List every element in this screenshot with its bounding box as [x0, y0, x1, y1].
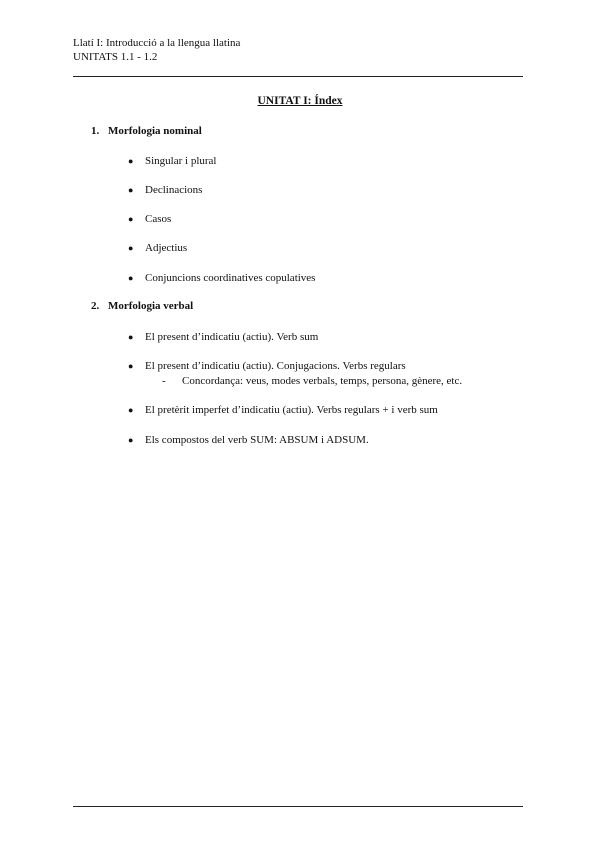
section-heading-2: [91, 300, 193, 312]
list-item-text: Casos: [145, 213, 172, 225]
list-item: [128, 183, 202, 197]
list-item: [128, 241, 187, 255]
list-item-text: El present d’indicatiu (actiu). Verb sum: [145, 331, 319, 343]
section-heading-1: [91, 125, 202, 137]
bullet-icon: ●: [128, 405, 134, 415]
list-item: [128, 433, 369, 447]
sub-list-item-text: Concordança: veus, modes verbals, temps, persona, gènere, etc.: [182, 375, 463, 387]
list-item: [128, 212, 171, 226]
section-number: 1.: [91, 125, 100, 137]
bullet-icon: ●: [128, 185, 134, 195]
page-header: [73, 36, 240, 64]
bullet-icon: ●: [128, 243, 134, 253]
dash-marker: -: [162, 375, 166, 387]
header-divider: [73, 76, 523, 77]
header-course-title: Llatí I: Introducció a la llengua llatina: [73, 37, 241, 49]
list-item: [128, 403, 438, 417]
section-title: Morfologia nominal: [108, 125, 202, 137]
bullet-icon: ●: [128, 361, 134, 371]
bullet-icon: ●: [128, 273, 134, 283]
header-units: UNITATS 1.1 - 1.2: [73, 51, 158, 63]
list-item-text: Declinacions: [145, 184, 203, 196]
list-item: [128, 154, 217, 168]
list-item-text: Singular i plural: [145, 155, 217, 167]
list-item: [128, 271, 315, 285]
list-item: [128, 359, 406, 373]
footer-divider: [73, 806, 523, 807]
list-item-text: Els compostos del verb SUM: ABSUM i ADSUM.: [145, 434, 369, 446]
list-item-text: Adjectius: [145, 242, 188, 254]
section-title: Morfologia verbal: [108, 300, 194, 312]
list-item: [128, 330, 318, 344]
bullet-icon: ●: [128, 435, 134, 445]
bullet-icon: ●: [128, 332, 134, 342]
bullet-icon: ●: [128, 214, 134, 224]
page-title: UNITAT I: Índex: [257, 95, 343, 107]
bullet-icon: ●: [128, 156, 134, 166]
sub-list-item: [162, 374, 462, 388]
list-item-text: El pretèrit imperfet d’indicatiu (actiu). Verbs regulars + i verb sum: [145, 404, 438, 416]
section-number: 2.: [91, 300, 100, 312]
list-item-text: Conjuncions coordinatives copulatives: [145, 272, 316, 284]
list-item-text: El present d’indicatiu (actiu). Conjugacions. Verbs regulars: [145, 360, 406, 372]
